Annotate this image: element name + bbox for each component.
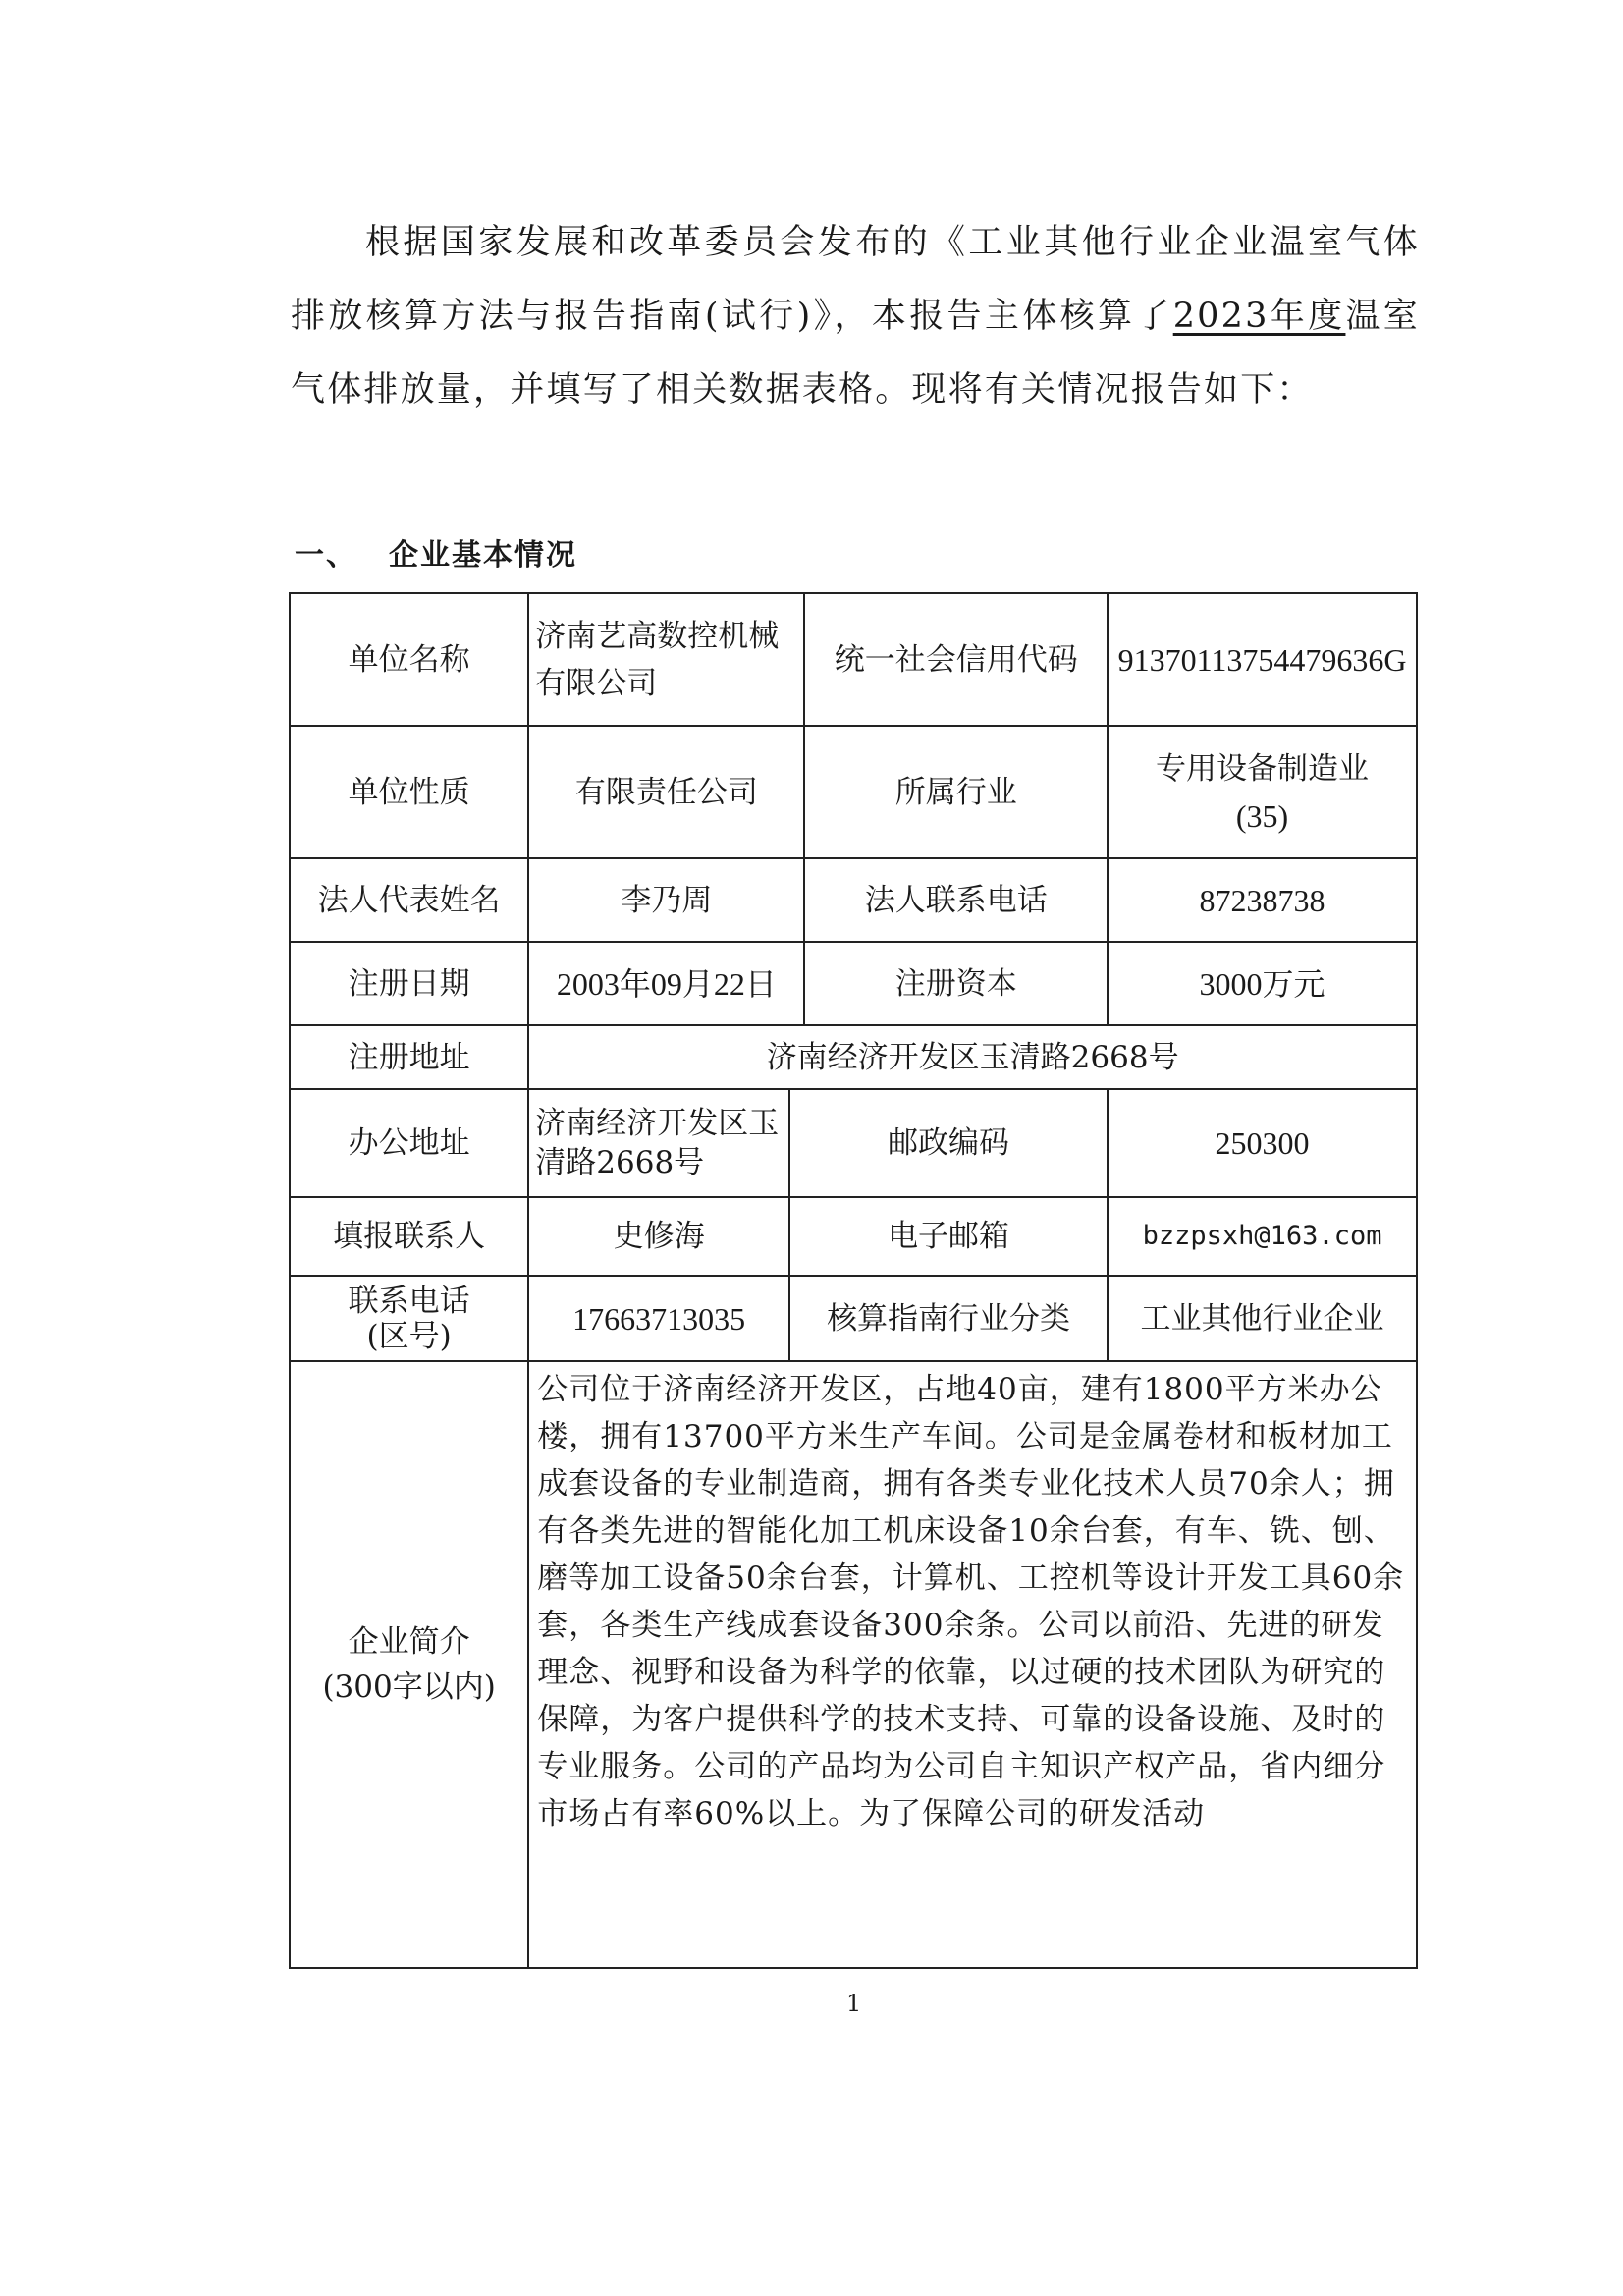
table-row — [290, 942, 1417, 1025]
intro-text-after: 温室气体排放量，并填写了相关数据表格。现将有关情况报告如下： — [291, 297, 1421, 410]
unit-nature-value: 有限责任公司 — [528, 726, 804, 858]
table-row — [290, 593, 1417, 726]
industry-value-line1: 专用设备制造业 — [1156, 750, 1370, 787]
postcode-value: 250300 — [1108, 1089, 1417, 1197]
reg-date-label: 注册日期 — [290, 942, 528, 1025]
contact-value: 史修海 — [528, 1197, 789, 1276]
table-row — [290, 1197, 1417, 1276]
guide-category-label: 核算指南行业分类 — [789, 1276, 1108, 1361]
industry-label: 所属行业 — [804, 726, 1108, 858]
section-heading — [295, 530, 577, 574]
section-number: 一、 — [295, 538, 357, 573]
phone-label-line1: 联系电话 — [348, 1283, 470, 1319]
table-row — [290, 726, 1417, 858]
credit-code-value: 91370113754479636G — [1108, 593, 1417, 726]
email-label: 电子邮箱 — [789, 1197, 1108, 1276]
credit-code-label: 统一社会信用代码 — [804, 593, 1108, 726]
unit-nature-label: 单位性质 — [290, 726, 528, 858]
table-row — [290, 1025, 1417, 1089]
profile-text: 公司位于济南经济开发区，占地40亩，建有1800平方米办公楼，拥有13700平方米生产车间。公司是金属卷材和板材加工成套设备的专业制造商，拥有各类专业化技术人员70余人；拥有各类先进的智能化加工机床设备10余台套，有车、铣、刨、磨等加工设备50余台套，计算机、工控机等设计开发工具60余套，各类生产线成套设备300余条。公司以前沿、先进的研发理念、视野和设备为科学的依靠，以过硬的技术团队为研究的保障，为客户提供科学的技术支持、可靠的设备设施、及时的专业服务。公司的产品均为公司自主知识产权产品，省内细分市场占有率60%以上。为了保障公司的研发活动 — [528, 1361, 1417, 1968]
reg-capital-label: 注册资本 — [804, 942, 1108, 1025]
legal-rep-label: 法人代表姓名 — [290, 858, 528, 942]
guide-category-value: 工业其他行业企业 — [1108, 1276, 1417, 1361]
phone-label-line2: (区号) — [366, 1318, 452, 1354]
reg-address-value: 济南经济开发区玉清路2668号 — [528, 1025, 1417, 1089]
industry-value — [1108, 726, 1417, 858]
legal-phone-value: 87238738 — [1108, 858, 1417, 942]
legal-rep-value: 李乃周 — [528, 858, 804, 942]
phone-value: 17663713035 — [528, 1276, 789, 1361]
unit-name-label: 单位名称 — [290, 593, 528, 726]
office-address-label: 办公地址 — [290, 1089, 528, 1197]
table-row — [290, 1361, 1417, 1968]
legal-phone-label: 法人联系电话 — [804, 858, 1108, 942]
reporting-year: 2023年度 — [1172, 297, 1346, 336]
profile-label — [290, 1361, 528, 1968]
table-row — [290, 1276, 1417, 1361]
intro-paragraph — [291, 206, 1420, 427]
reg-capital-value: 3000万元 — [1108, 942, 1417, 1025]
enterprise-info-table — [289, 592, 1418, 1969]
contact-label: 填报联系人 — [290, 1197, 528, 1276]
profile-label-line2: (300字以内) — [322, 1669, 496, 1705]
email-value: bzzpsxh@163.com — [1108, 1197, 1417, 1276]
phone-label — [290, 1276, 528, 1361]
reg-date-value: 2003年09月22日 — [528, 942, 804, 1025]
section-title: 企业基本情况 — [389, 538, 577, 573]
unit-name-value: 济南艺高数控机械有限公司 — [528, 593, 804, 726]
reg-address-label: 注册地址 — [290, 1025, 528, 1089]
office-address-value: 济南经济开发区玉清路2668号 — [528, 1089, 789, 1197]
intro-text-before: 根据国家发展和改革委员会发布的《工业其他行业企业温室气体排放核算方法与报告指南(试行)》，本报告主体核算了 — [291, 223, 1420, 336]
page-number: 1 — [846, 1990, 862, 2017]
table-row — [290, 858, 1417, 942]
profile-label-line1: 企业简介 — [348, 1624, 470, 1660]
postcode-label: 邮政编码 — [789, 1089, 1108, 1197]
table-row — [290, 1089, 1417, 1197]
industry-value-line2: (35) — [1235, 797, 1289, 834]
